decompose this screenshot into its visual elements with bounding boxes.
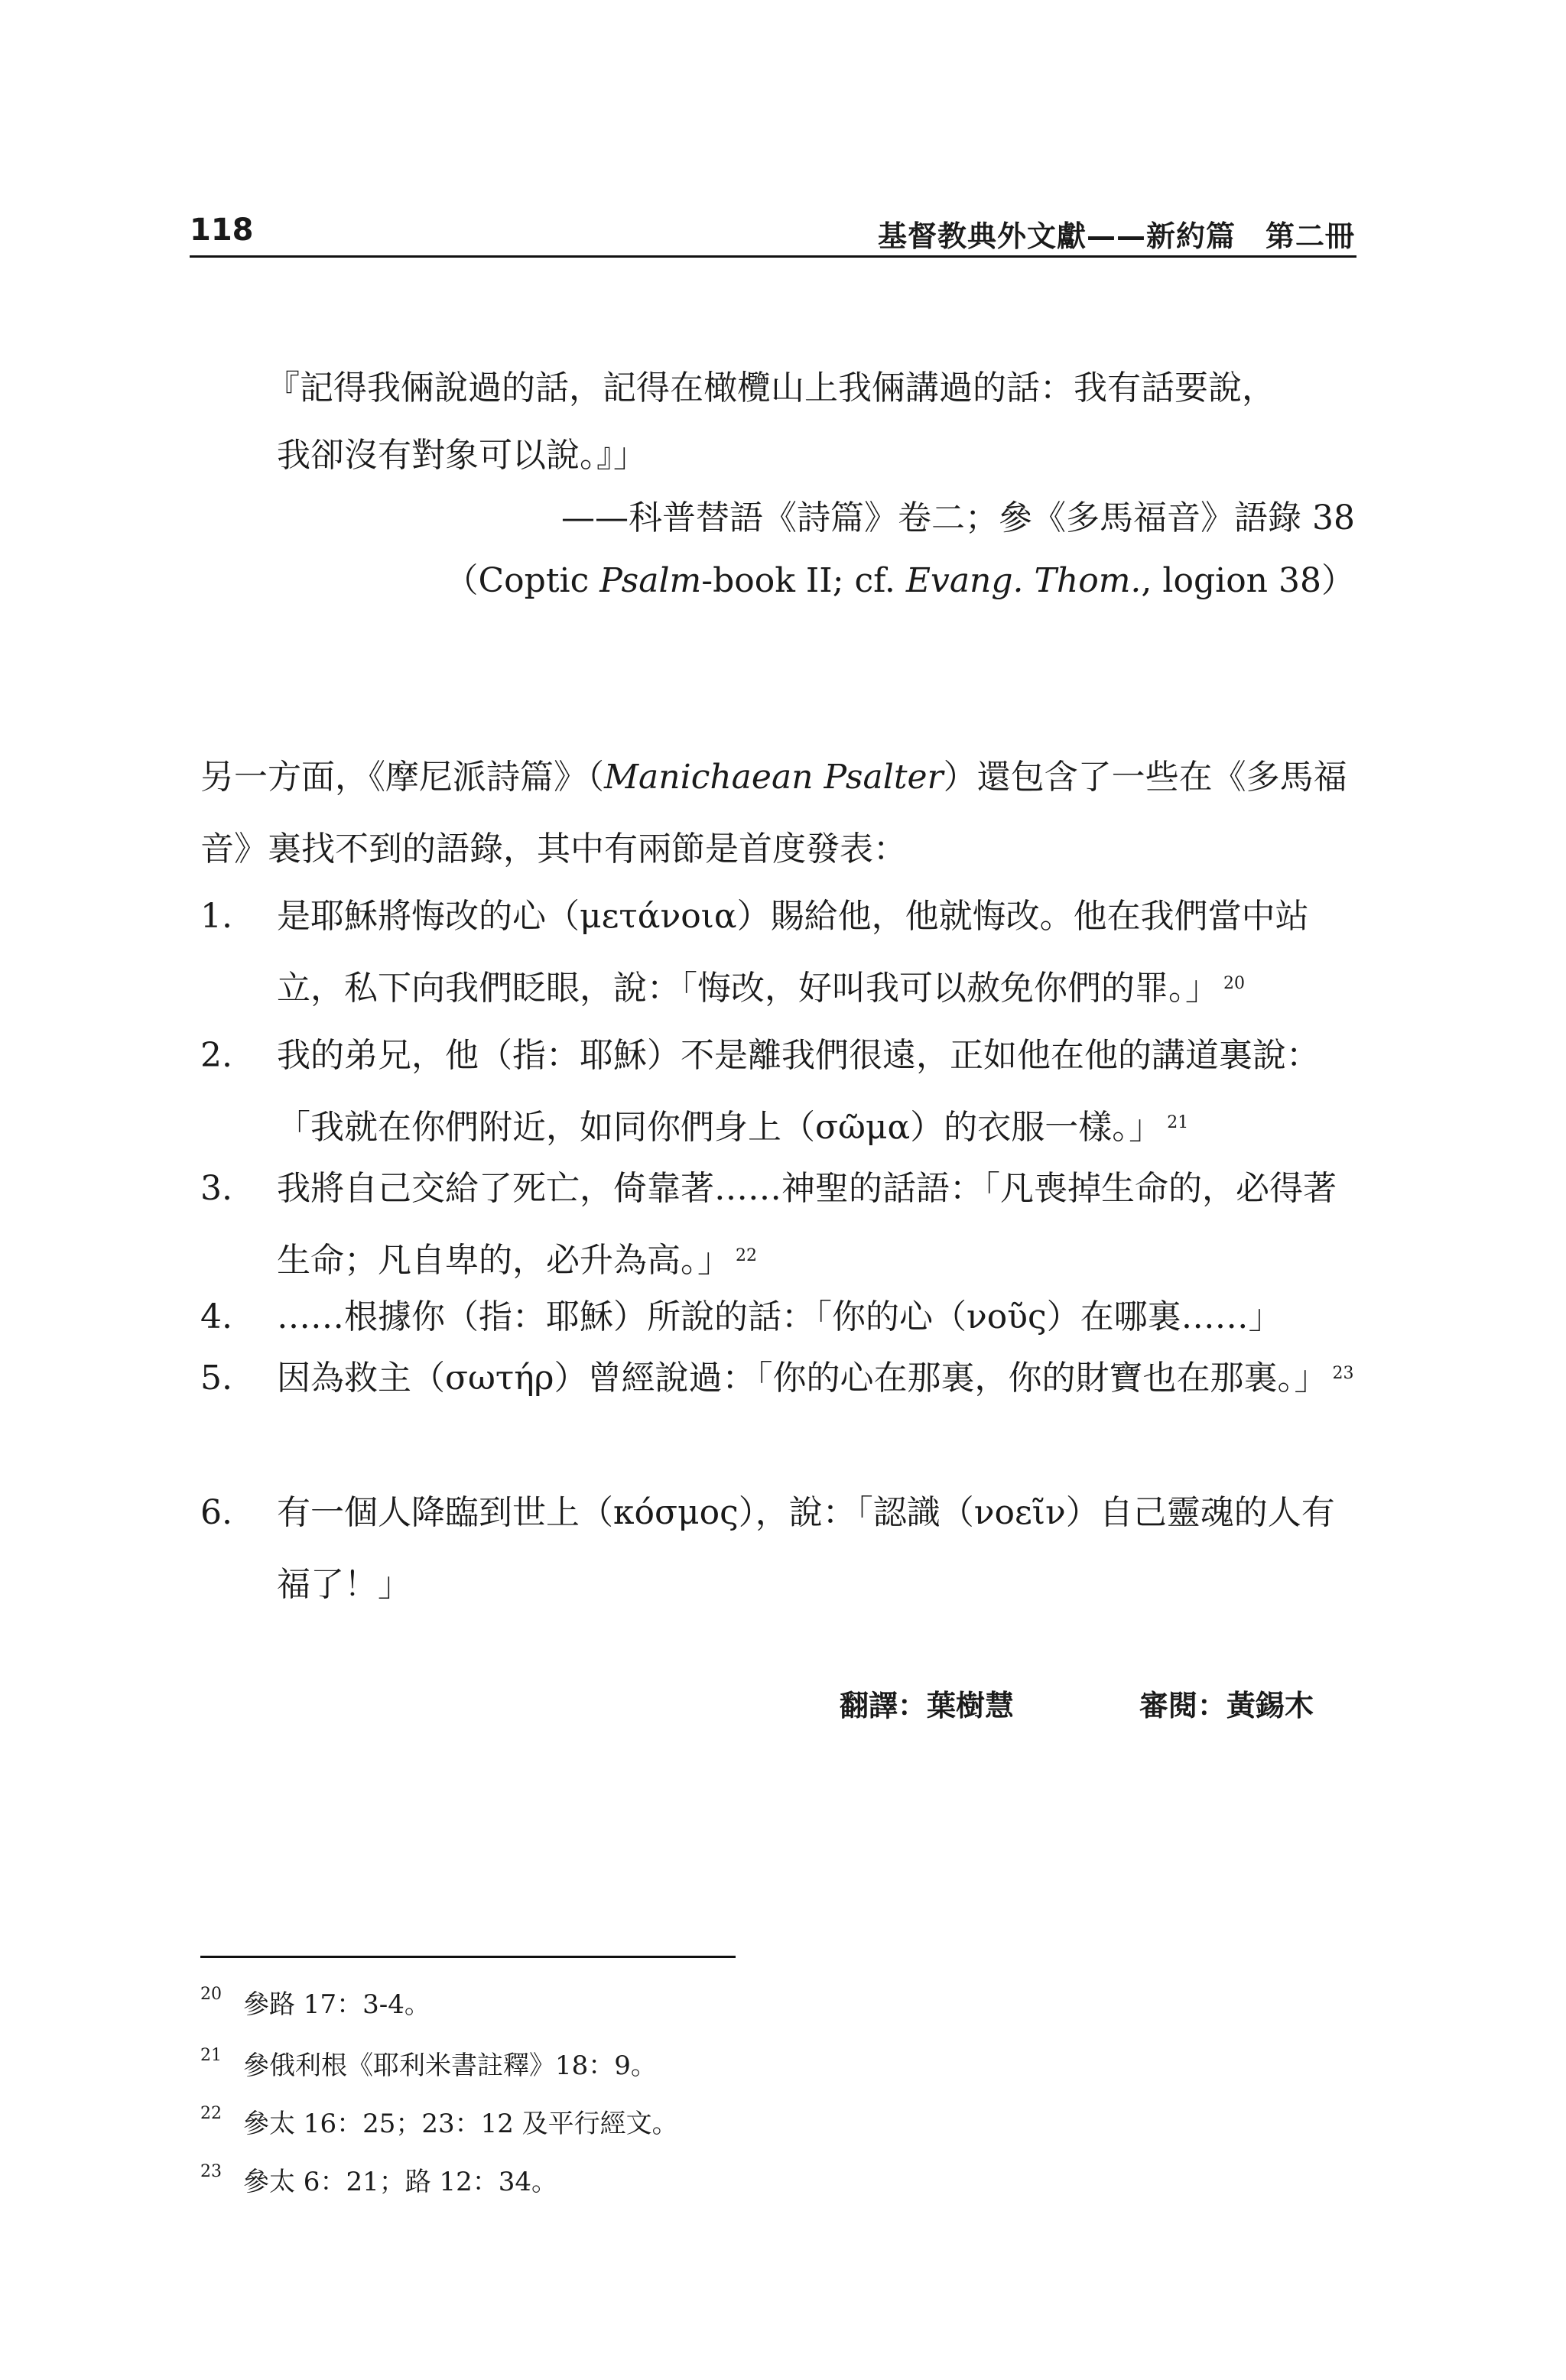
quote-line-2: 我卻沒有對象可以說。』」 — [277, 436, 647, 475]
footnote-number: 23 — [200, 2162, 222, 2181]
list-item-number: 4. — [200, 1297, 232, 1336]
running-header-title: 基督教典外文獻——新約篇 第二冊 — [877, 219, 1355, 253]
quote-attribution-chinese: ——科普替語《詩篇》卷二；參《多馬福音》語錄 38 — [561, 498, 1355, 537]
list-item: 是耶穌將悔改的心（μετάνοια）賜給他，他就悔改。他在我們當中站立，私下向我們眨眼，說：「悔改，好叫我可以赦免你們的罪。」 $^{20}$ — [277, 897, 1309, 1008]
footnote-rule — [200, 1956, 736, 1958]
header-rule — [190, 255, 1356, 258]
list-item-number: 2. — [200, 1036, 232, 1075]
list-item: 我將自己交給了死亡，倚靠著……神聖的話語：「凡喪掉生命的，必得著生命；凡自卑的，必升為高。」 $^{22}$ — [277, 1169, 1337, 1280]
footnote-text: 參太 6：21；路 12：34。 — [243, 2167, 558, 2197]
quote-line-1: 『記得我倆說過的話，記得在橄欖山上我倆講過的話：我有話要說， — [266, 369, 1275, 407]
list-item: ……根據你（指：耶穌）所說的話：「你的心（νοῦς）在哪裏……」 — [277, 1297, 1282, 1336]
list-item-number: 3. — [200, 1169, 232, 1208]
page-number: 118 — [190, 213, 254, 248]
footnote-ref: 22 — [736, 1246, 757, 1265]
footnote-number: 22 — [200, 2104, 222, 2123]
footnote-ref: 21 — [1167, 1113, 1189, 1132]
footnote-number: 21 — [200, 2046, 222, 2065]
footnote-number: 20 — [200, 1985, 222, 2004]
list-item: 有一個人降臨到世上（κόσμος），說：「認識（νοεῖν）自己靈魂的人有福了！」 — [277, 1493, 1335, 1604]
quote-attribution-latin: （Coptic Psalm-book II; cf. Evang. Thom., logion 38） — [444, 561, 1355, 600]
list-item-number: 5. — [200, 1359, 232, 1398]
footnote-text: 參俄利根《耶利米書註釋》18：9。 — [243, 2050, 657, 2081]
intro-paragraph: 另一方面，《摩尼派詩篇》（Manichaean Psalter）還包含了一些在《多馬福音》裏找不到的語錄，其中有兩節是首度發表： — [200, 758, 1347, 869]
list-item-number: 6. — [200, 1493, 232, 1532]
footnote-ref: 23 — [1332, 1364, 1354, 1383]
footnote-text: 參太 16：25；23：12 及平行經文。 — [243, 2109, 678, 2139]
translator-credit: 翻譯：葉樹慧 — [840, 1689, 1015, 1722]
footnote-ref: 20 — [1223, 974, 1245, 993]
reviewer-credit: 審閱：黃錫木 — [1139, 1689, 1314, 1722]
list-item: 因為救主（σωτήρ）曾經說過：「你的心在那裏，你的財寶也在那裏。」 $^{23}$ — [277, 1359, 1354, 1398]
list-item: 我的弟兄，他（指：耶穌）不是離我們很遠，正如他在他的講道裏說：「我就在你們附近，如同你們身上（σῶμα）的衣服一樣。」 $^{21}$ — [277, 1036, 1320, 1147]
footnote-text: 參路 17：3-4。 — [243, 1989, 430, 2020]
list-item-number: 1. — [200, 897, 232, 936]
